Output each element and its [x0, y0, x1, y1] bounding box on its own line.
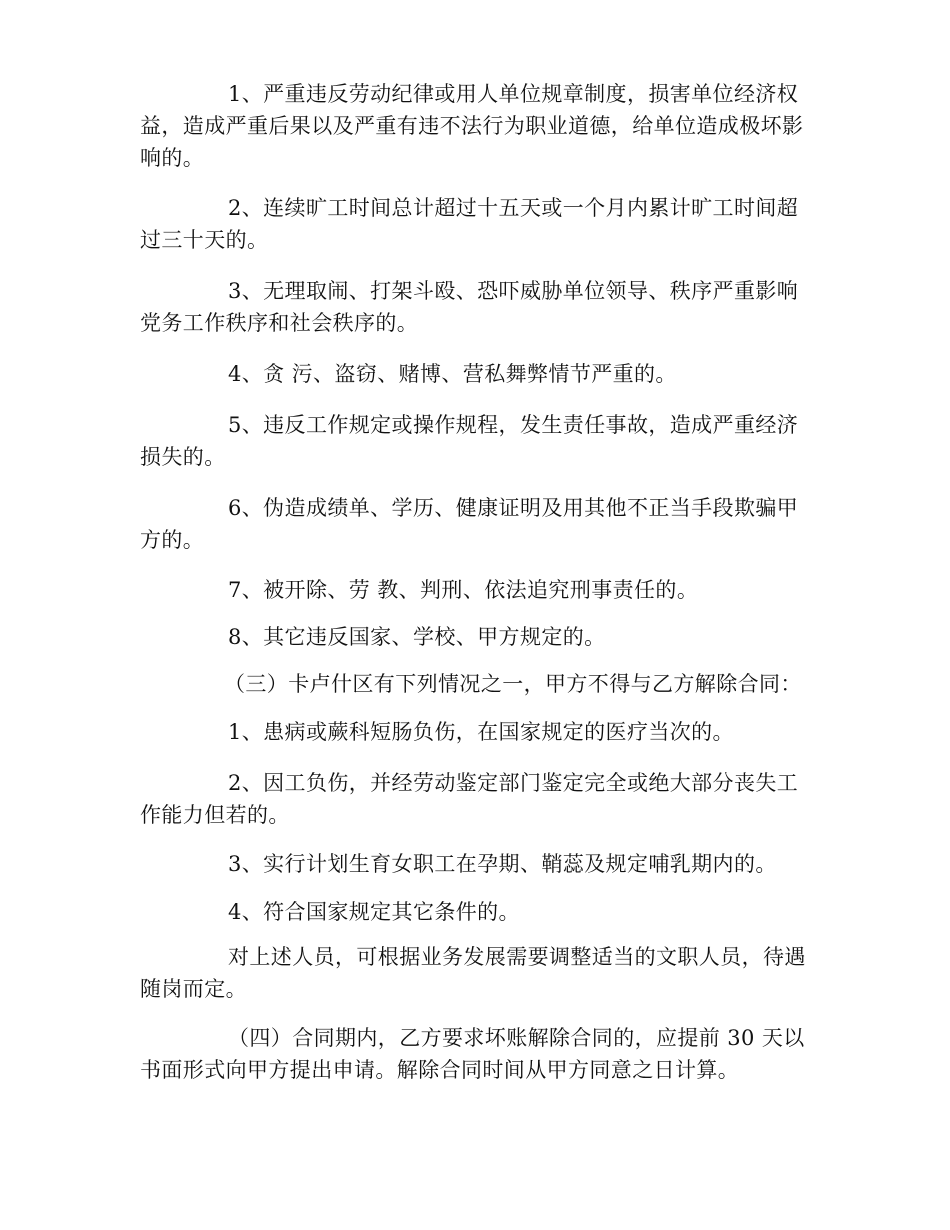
- paragraph-9: 1、患病或蕨科短肠负伤，在国家规定的医疗当次的。: [228, 720, 734, 744]
- section-three-heading: （三）卡卢什区有下列情况之一，甲方不得与乙方解除合同：: [224, 672, 802, 696]
- section-four-paragraph: （四）合同期内，乙方要求坏账解除合同的，应提前 30 天以书面形式向甲方提出申请。解除合同时间从甲方同意之日计算。: [140, 1026, 805, 1082]
- paragraph-11: 3、实行计划生育女职工在孕期、鞘蕊及规定哺乳期内的。: [228, 852, 777, 876]
- paragraph-12: 4、符合国家规定其它条件的。: [228, 900, 520, 924]
- paragraph-2: 2、连续旷工时间总计超过十五天或一个月内累计旷工时间超过三十天的。: [140, 196, 799, 252]
- paragraph-6: 6、伪造成绩单、学历、健康证明及用其他不正当手段欺骗甲方的。: [140, 496, 799, 552]
- paragraph-3: 3、无理取闹、打架斗殴、恐吓威胁单位领导、秩序严重影响党务工作秩序和社会秩序的。: [140, 279, 799, 335]
- paragraph-8: 8、其它违反国家、学校、甲方规定的。: [228, 625, 606, 649]
- paragraph-7: 7、被开除、劳 教、判刑、依法追究刑事责任的。: [228, 578, 699, 602]
- paragraph-10: 2、因工负伤，并经劳动鉴定部门鉴定完全或绝大部分丧失工作能力但若的。: [140, 771, 799, 827]
- paragraph-1: 1、严重违反劳动纪律或用人单位规章制度，损害单位经济权益，造成严重后果以及严重有违不法行为职业道德，给单位造成极坏影响的。: [140, 82, 804, 170]
- paragraph-4: 4、贪 污、盗窃、赌博、营私舞弊情节严重的。: [228, 362, 677, 386]
- paragraph-5: 5、违反工作规定或操作规程，发生责任事故，造成严重经济损失的。: [140, 413, 799, 469]
- paragraph-13: 对上述人员，可根据业务发展需要调整适当的文职人员，待遇随岗而定。: [140, 945, 806, 1001]
